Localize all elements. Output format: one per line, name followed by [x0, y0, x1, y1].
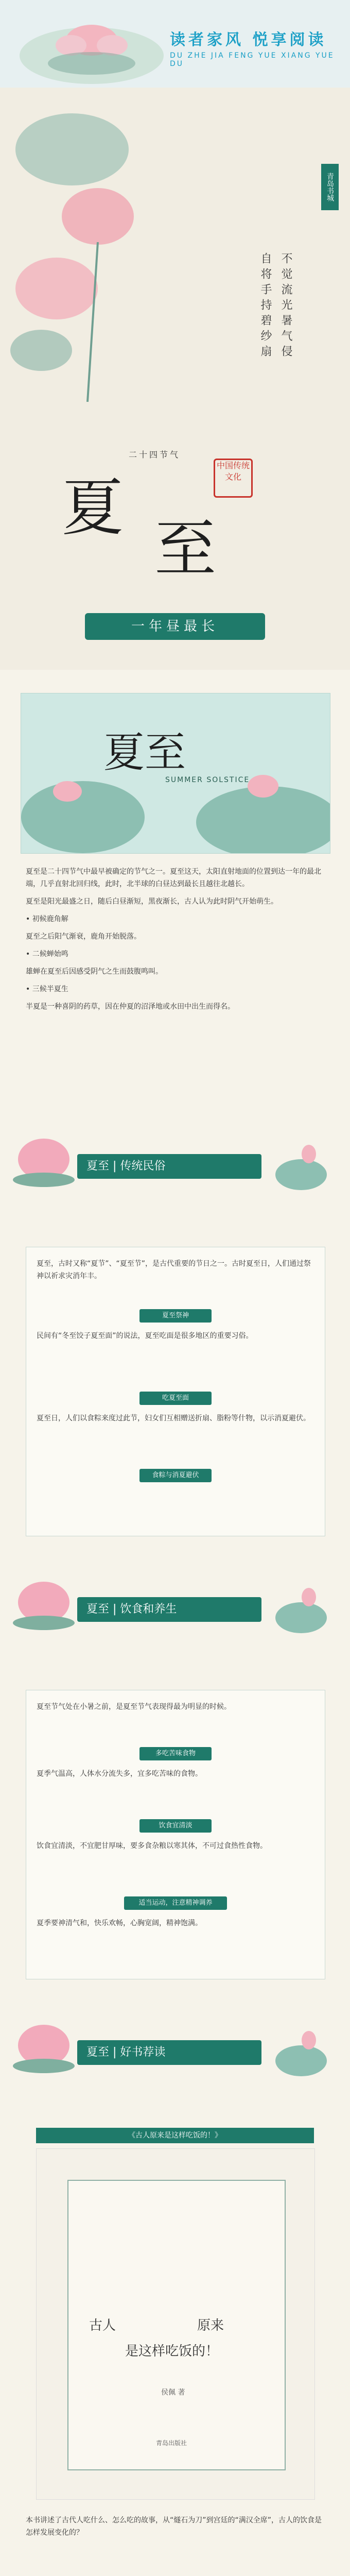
book-publisher: 青岛出版社 — [156, 2439, 187, 2447]
seal-stamp: 中国传统文化 — [214, 459, 253, 498]
book-title-2: 原来 — [197, 2318, 224, 2333]
intro-paragraph: • 初候鹿角解 — [26, 915, 68, 923]
diet-text: 饮食宜清淡，不宜肥甘厚味，要多食杂粮以寒其体，不可过食热性食物。 — [37, 1842, 267, 1850]
book-label: 《古人原来是这样吃饭的！》 — [36, 2128, 314, 2143]
lotus-painting — [10, 93, 154, 402]
customs-intro: 夏至，古时又称“夏节”、“夏至节”，是古代重要的节日之一。古时夏至日，人们通过祭神以祈求灾消年丰。 — [37, 1260, 311, 1280]
book-frame — [67, 2180, 286, 2470]
feature-english: SUMMER SOLSTICE — [165, 776, 250, 784]
diet-text: 夏至节气处在小暑之前，是夏至节气表现得最为明显的时候。 — [37, 1703, 231, 1711]
subheading-pill: 食粽与消夏避伏 — [139, 1469, 212, 1482]
section-header-books — [0, 2004, 350, 2107]
section-title: 夏至 | 饮食和养生 — [77, 1597, 261, 1622]
page-title: 读者家风 悦享阅读 — [170, 31, 327, 49]
intro-paragraph: • 二候蝉始鸣 — [26, 950, 68, 958]
subheading-pill: 吃夏至面 — [139, 1392, 212, 1405]
diet-box — [26, 1690, 325, 1979]
cover — [0, 88, 350, 670]
book-description: 本书讲述了古代人吃什么、怎么吃的故事，从“燧石为刀”到宫廷的“满汉全席”，古人的饮食是怎样发展变化的？ — [26, 2516, 322, 2537]
poem-line-2: 自将手持碧纱扇 — [259, 252, 272, 361]
customs-box — [26, 1247, 325, 1536]
lotus-icon — [10, 2014, 77, 2076]
lotus-illustration — [14, 4, 169, 87]
subheading-pill: 多吃苦味食物 — [139, 1747, 212, 1760]
book-author: 侯佩 著 — [161, 2388, 185, 2397]
subheading-pill: 夏至祭神 — [139, 1309, 212, 1323]
intro-paragraph: 夏至之后阳气渐衰，鹿角开始脱落。 — [26, 933, 141, 941]
book-title-1: 古人 — [89, 2318, 116, 2333]
intro-paragraph: 半夏是一种喜阴的药草，因在仲夏的沼泽地或水田中出生而得名。 — [26, 1003, 235, 1011]
intro-paragraph: • 三候半夏生 — [26, 985, 68, 993]
customs-text: 民间有“冬至饺子夏至面”的说法，夏至吃面是很多地区的重要习俗。 — [37, 1332, 253, 1340]
diet-text: 夏季气温高，人体水分流失多，宜多吃苦味的食物。 — [37, 1770, 202, 1778]
solar-terms-label: 二十四节气 — [129, 450, 181, 460]
diet-text: 夏季要神清气和，快乐欢畅，心胸宽阔，精神饱满。 — [37, 1919, 202, 1927]
category-tag: 青岛书城 — [321, 164, 339, 210]
section-title: 夏至 | 传统民俗 — [77, 1154, 261, 1179]
feature-title: 夏至 — [103, 728, 186, 776]
lotus-icon — [10, 1571, 77, 1633]
section-header-diet — [0, 1561, 350, 1664]
customs-text: 夏至日，人们以食粽来度过此节，妇女们互相赠送折扇、脂粉等什物，以示消夏避伏。 — [37, 1414, 310, 1422]
cover-banner: 一年昼最长 — [85, 613, 265, 640]
section-title: 夏至 | 好书荐读 — [77, 2040, 261, 2065]
subheading-pill: 饮食宜清淡 — [139, 1819, 212, 1833]
cover-char-xia: 夏 — [62, 472, 124, 544]
book-cover-1[interactable] — [36, 2148, 315, 2500]
lotus-icon — [10, 1128, 77, 1190]
section-header-customs — [0, 1118, 350, 1221]
leaf-icon — [273, 2025, 329, 2087]
header — [0, 0, 350, 88]
leaf-icon — [273, 1582, 329, 1643]
intro-paragraph: 雄蝉在夏至后因感受阴气之生而鼓腹鸣叫。 — [26, 968, 163, 976]
book-title-3: 是这样吃饭的！ — [125, 2344, 219, 2359]
intro-text — [26, 866, 324, 1018]
subheading-pill: 适当运动，注意精神调养 — [124, 1896, 227, 1910]
page-subtitle: DU ZHE JIA FENG YUE XIANG YUE DU — [170, 52, 335, 68]
intro-paragraph: 夏至是二十四节气中最早被确定的节气之一。夏至这天，太阳直射地面的位置到达一年的最北端，几乎直射北回归线，此时，北半球的白昼达到最长且越往北越长。 — [26, 868, 321, 888]
cover-char-zhi: 至 — [154, 514, 216, 585]
leaf-icon — [273, 1139, 329, 1200]
feature-image — [21, 693, 330, 854]
poem-line-1: 不觉流光暑气侵 — [279, 252, 292, 361]
intro-paragraph: 夏至是阳光最盛之日，随后白昼渐短，黑夜渐长，古人认为此时阴气开始萌生。 — [26, 897, 278, 906]
